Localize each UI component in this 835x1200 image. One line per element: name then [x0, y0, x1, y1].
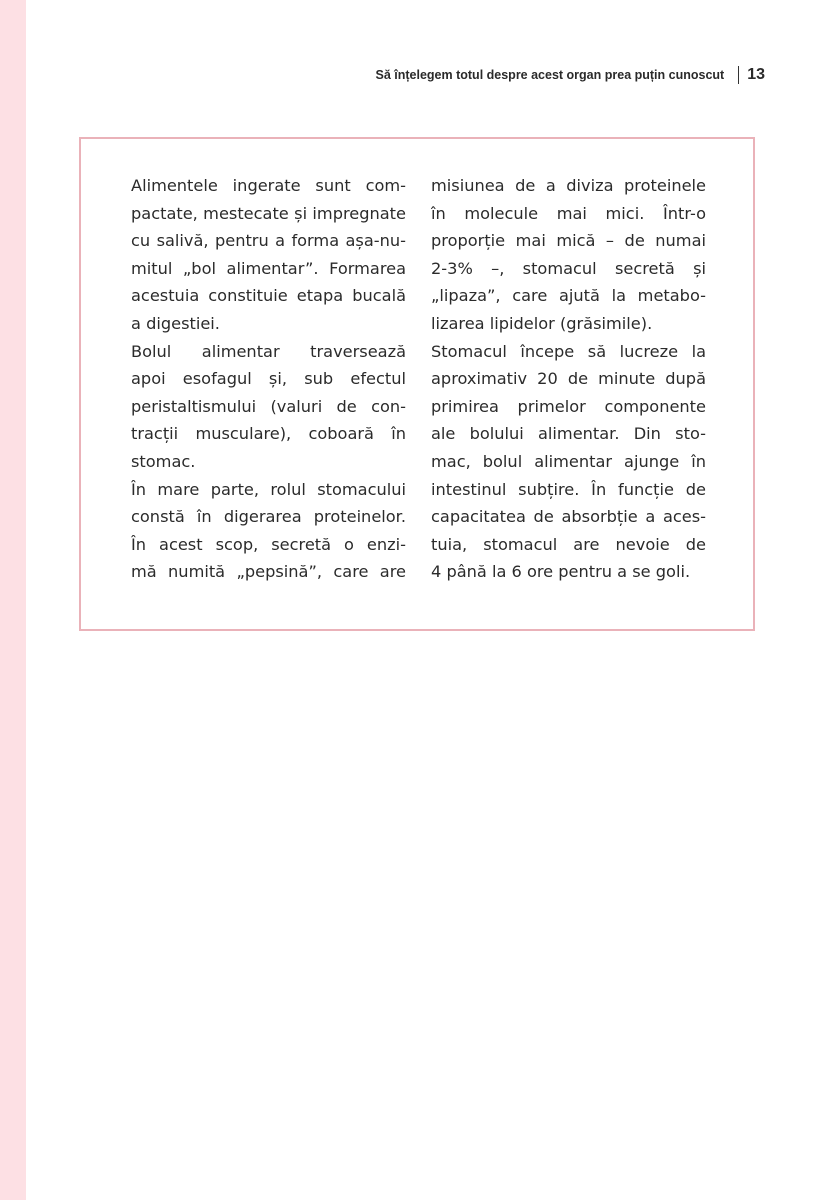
page-number: 13 [747, 66, 765, 83]
running-title: Să înțelegem totul despre acest organ prea puțin cunoscut [375, 68, 725, 82]
text-line: Alimentele ingerate sunt com- [131, 176, 406, 195]
page-edge-stripe [0, 0, 26, 1200]
text-line: 2-3% –, stomacul secretă și [431, 258, 706, 278]
left-column [131, 172, 406, 586]
text-line: pactate, mestecate și impregnate [131, 203, 406, 223]
text-line: apoi esofagul și, sub efectul [131, 369, 406, 389]
right-column [431, 172, 706, 586]
text-line: aproximativ 20 de minute după [431, 369, 706, 389]
text-line: Stomacul începe să lucreze la [431, 341, 706, 361]
header-divider [738, 66, 739, 84]
text-line: mac, bolul alimentar ajunge în [431, 451, 706, 471]
text-line: 4 până la 6 ore pentru a se goli. [431, 562, 691, 582]
text-line: în molecule mai mici. Într-o [431, 203, 706, 223]
text-line: cu salivă, pentru a forma așa-nu- [131, 231, 406, 251]
text-line: tuia, stomacul are nevoie de [431, 534, 706, 554]
text-line: Bolul alimentar traversează [131, 341, 406, 361]
text-line: stomac. [131, 451, 196, 471]
text-line: tracții musculare), coboară în [131, 424, 406, 444]
text-line: capacitatea de absorbție a aces- [431, 507, 706, 527]
text-line: În mare parte, rolul stomacului [131, 479, 406, 499]
text-line: mă numită „pepsină”, care are [131, 562, 406, 582]
text-line: primirea primelor componente [431, 396, 706, 416]
text-line: a digestiei. [131, 313, 220, 333]
text-line: intestinul subțire. În funcție de [431, 479, 706, 499]
text-line: proporție mai mică – de numai [431, 231, 706, 251]
text-line: acestuia constituie etapa bucală [131, 286, 406, 306]
running-header [376, 64, 765, 86]
text-line: lizarea lipidelor (grăsimile). [431, 313, 653, 333]
text-line: misiunea de a diviza proteinele [431, 176, 706, 195]
text-line: În acest scop, secretă o enzi- [131, 534, 406, 554]
text-line: constă în digerarea proteinelor. [131, 507, 406, 527]
text-line: mitul „bol alimentar”. Formarea [131, 258, 406, 278]
text-line: peristaltismului (valuri de con- [131, 396, 406, 416]
text-line: ale bolului alimentar. Din sto- [431, 424, 706, 444]
text-line: „lipaza”, care ajută la metabo- [431, 286, 706, 306]
